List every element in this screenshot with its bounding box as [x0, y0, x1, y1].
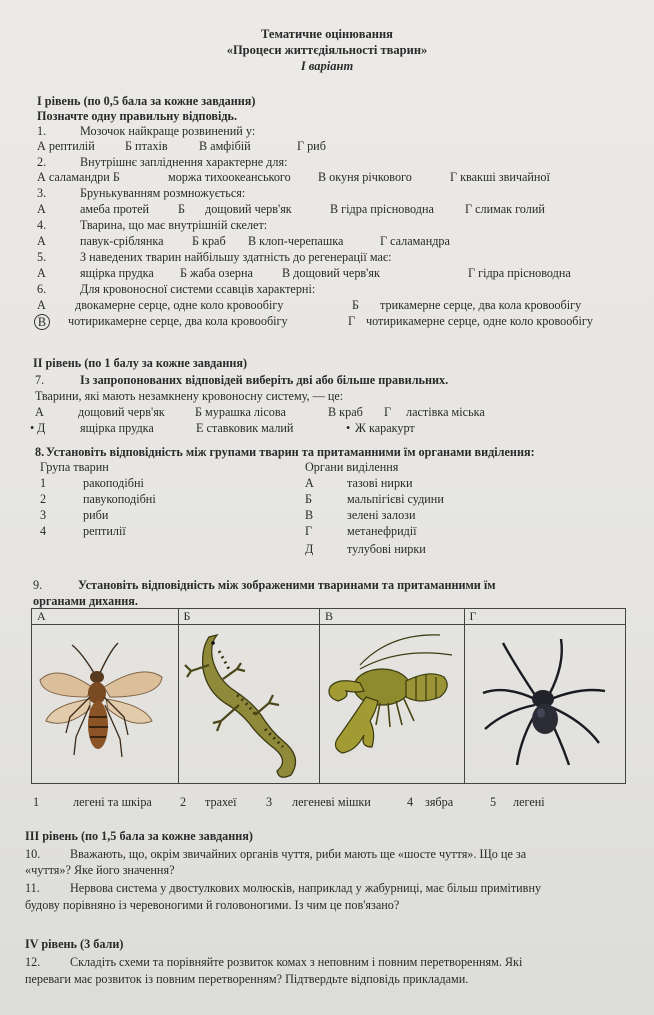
q9-answer-label: легені та шкіра — [73, 795, 152, 809]
q7-option-d-letter: Г — [384, 405, 392, 419]
q8-number: 8. — [35, 445, 45, 459]
q9-answer-label: легеневі мішки — [292, 795, 371, 809]
q7-option-g: Ж каракурт — [355, 421, 415, 435]
q6-text: Для кровоносної системи ссавців характерні: — [80, 282, 316, 296]
q8-group-label: павукоподібні — [83, 492, 156, 506]
q7-option-e: ящірка прудка — [80, 421, 154, 435]
wasp-insect-image — [32, 625, 177, 783]
q9-text-cont: органами дихання. — [33, 594, 138, 608]
q9-number: 9. — [33, 578, 43, 592]
q6-option-a-letter: А — [37, 298, 46, 312]
q12-number: 12. — [25, 955, 41, 969]
q9-answer-number: 4 — [407, 795, 414, 809]
q8-organ-label: мальпігієві судини — [347, 492, 444, 506]
q8-organ-letter: Д — [305, 542, 314, 556]
q9-cell-crayfish — [320, 625, 465, 784]
q8-group-number: 2 — [40, 492, 47, 506]
q3-number: 3. — [37, 186, 47, 200]
q7-option-e-letter: Д — [37, 421, 46, 435]
q1-number: 1. — [37, 124, 47, 138]
variant-label: І варіант — [300, 59, 354, 73]
q3-option-d: Г слимак голий — [465, 202, 545, 216]
q8-organ-letter: А — [305, 476, 314, 490]
q7-option-a-letter: А — [35, 405, 44, 419]
q4-option-c: В клоп-черепашка — [248, 234, 344, 248]
q12-text-line1: Складіть схеми та порівняйте розвиток комах з неповним і повним перетворенням. Які — [70, 955, 523, 969]
q3-option-b: дощовий черв'як — [205, 202, 292, 216]
spider-image — [465, 625, 625, 783]
q7-option-c: В краб — [328, 405, 363, 419]
lizard-image — [179, 625, 319, 783]
q9-answer-label: трахеї — [205, 795, 237, 809]
q9-answer-label: зябра — [425, 795, 454, 809]
q3-text: Брунькуванням розмножується: — [80, 186, 246, 200]
q7-option-a: дощовий черв'як — [78, 405, 165, 419]
q9-answer-number: 1 — [33, 795, 40, 809]
q6-number: 6. — [37, 282, 47, 296]
q4-option-d: Г саламандра — [380, 234, 450, 248]
q9-cell-insect — [32, 625, 179, 784]
q4-option-b: Б краб — [192, 234, 226, 248]
q1-option-d: Г риб — [297, 139, 326, 153]
q2-option-a: А саламандри Б — [37, 170, 120, 184]
q10-text-line1: Вважають, що, окрім звичайних органів чуття, риби мають ще «шосте чуття». Що це за — [70, 847, 527, 861]
level2-heading: ІІ рівень (по 1 балу за кожне завдання) — [33, 356, 248, 370]
q3-option-c: В гідра прісноводна — [330, 202, 434, 216]
q11-text-line2: будову порівняно із черевоногими й головоногими. Із чим це пов'язано? — [25, 898, 400, 912]
q4-text: Тварина, що має внутрішній скелет: — [80, 218, 268, 232]
q7-option-f: Е ставковик малий — [196, 421, 294, 435]
q9-answer-number: 5 — [490, 795, 497, 809]
q6-option-c: чотирикамерне серце, два кола кровообігу — [68, 314, 288, 328]
q8-group-number: 3 — [40, 508, 47, 522]
q8-group-label: рептилії — [83, 524, 126, 538]
q2-option-c: В окуня річкового — [318, 170, 412, 184]
q2-option-d: Г квакші звичайної — [450, 170, 550, 184]
q6-option-b-letter: Б — [352, 298, 359, 312]
level1-heading: І рівень (по 0,5 бала за кожне завдання) — [37, 94, 256, 108]
q8-organ-label: тулубові нирки — [347, 542, 426, 556]
q8-group-number: 4 — [40, 524, 47, 538]
q8-organ-letter: Г — [305, 524, 313, 538]
q11-text-line1: Нервова система у двостулкових молюсків, наприклад у жабурниці, має більш примітивну — [70, 881, 542, 895]
q4-number: 4. — [37, 218, 47, 232]
q8-group-number: 1 — [40, 476, 47, 490]
q3-option-a: амеба протей — [80, 202, 149, 216]
q8-organ-letter: Б — [305, 492, 312, 506]
q2-number: 2. — [37, 155, 47, 169]
worksheet-subtitle: «Процеси життєдіяльності тварин» — [226, 43, 428, 57]
q9-answer-number: 3 — [266, 795, 273, 809]
level1-instruction: Позначте одну правильну відповідь. — [37, 109, 237, 123]
q7-option-d: ластівка міська — [406, 405, 485, 419]
level3-heading: ІІІ рівень (по 1,5 бала за кожне завдання) — [25, 829, 253, 843]
crayfish-image — [320, 625, 463, 783]
q1-option-b: Б птахів — [125, 139, 168, 153]
q5-option-a: ящірка прудка — [80, 266, 154, 280]
q7-answer-dot-1: • — [30, 421, 35, 435]
q8-text: Установіть відповідність між групами тварин та притаманними їм органами виділення: — [46, 445, 535, 459]
q6-option-d: чотирикамерне серце, одне коло кровообігу — [366, 314, 593, 328]
q11-number: 11. — [25, 881, 40, 895]
worksheet-title: Тематичне оцінювання — [261, 27, 393, 41]
q9-cell-spider — [464, 625, 626, 784]
q1-option-a: А рептилій — [37, 139, 95, 153]
level4-heading: ІV рівень (3 бали) — [25, 937, 124, 951]
q9-col-header: В — [320, 609, 465, 625]
q10-text-line2: «чуття»? Яке його значення? — [25, 863, 175, 877]
q6-option-b: трикамерне серце, два кола кровообігу — [380, 298, 582, 312]
q1-option-c: В амфібій — [199, 139, 251, 153]
q7-answer-dot-2: • — [346, 421, 351, 435]
q12-text-line2: переваги має розвиток із повним перетворенням? Підтвердьте відповідь прикладами. — [25, 972, 469, 986]
q1-text: Мозочок найкраще розвинений у: — [80, 124, 256, 138]
q6-option-d-letter: Г — [348, 314, 356, 328]
q9-text: Установіть відповідність між зображеними тваринами та притаманними їм — [78, 578, 496, 592]
q7-text: Із запропонованих відповідей виберіть дві або більше правильних. — [80, 373, 449, 387]
q5-option-a-letter: А — [37, 266, 46, 280]
q9-col-header: Г — [464, 609, 626, 625]
q7-number: 7. — [35, 373, 45, 387]
q9-answer-label: легені — [513, 795, 545, 809]
q2-text: Внутрішнє запліднення характерне для: — [80, 155, 288, 169]
q8-groups-heading: Група тварин — [40, 460, 109, 474]
q9-col-header: Б — [178, 609, 320, 625]
q5-option-c: В дощовий черв'як — [282, 266, 380, 280]
q9-cell-lizard — [178, 625, 320, 784]
q2-option-b: моржа тихоокеанського — [168, 170, 291, 184]
q6-option-a: двокамерне серце, одне коло кровообігу — [75, 298, 284, 312]
q8-organ-label: тазові нирки — [347, 476, 413, 490]
q8-group-label: риби — [83, 508, 109, 522]
selected-answer-mark: В — [34, 314, 50, 330]
q8-organ-label: зелені залози — [347, 508, 416, 522]
q4-option-a: павук-сріблянка — [80, 234, 164, 248]
q10-number: 10. — [25, 847, 41, 861]
q5-text: З наведених тварин найбільшу здатність до регенерації має: — [80, 250, 392, 264]
q4-option-a-letter: А — [37, 234, 46, 248]
q8-group-label: ракоподібні — [83, 476, 144, 490]
q3-option-b-letter: Б — [178, 202, 185, 216]
q5-number: 5. — [37, 250, 47, 264]
q3-option-a-letter: А — [37, 202, 46, 216]
q7-option-b: Б мурашка лісова — [195, 405, 286, 419]
q8-organs-heading: Органи виділення — [305, 460, 399, 474]
q9-answer-number: 2 — [180, 795, 187, 809]
q9-animals-table — [31, 608, 626, 784]
q6-option-c-letter — [37, 314, 50, 330]
q8-organ-letter: В — [305, 508, 314, 522]
q5-option-b: Б жаба озерна — [180, 266, 253, 280]
q5-option-d: Г гідра прісноводна — [468, 266, 571, 280]
q9-col-header: А — [32, 609, 179, 625]
q7-subtext: Тварини, які мають незамкнену кровоносну систему, — це: — [35, 389, 344, 403]
q8-organ-label: метанефридії — [347, 524, 417, 538]
